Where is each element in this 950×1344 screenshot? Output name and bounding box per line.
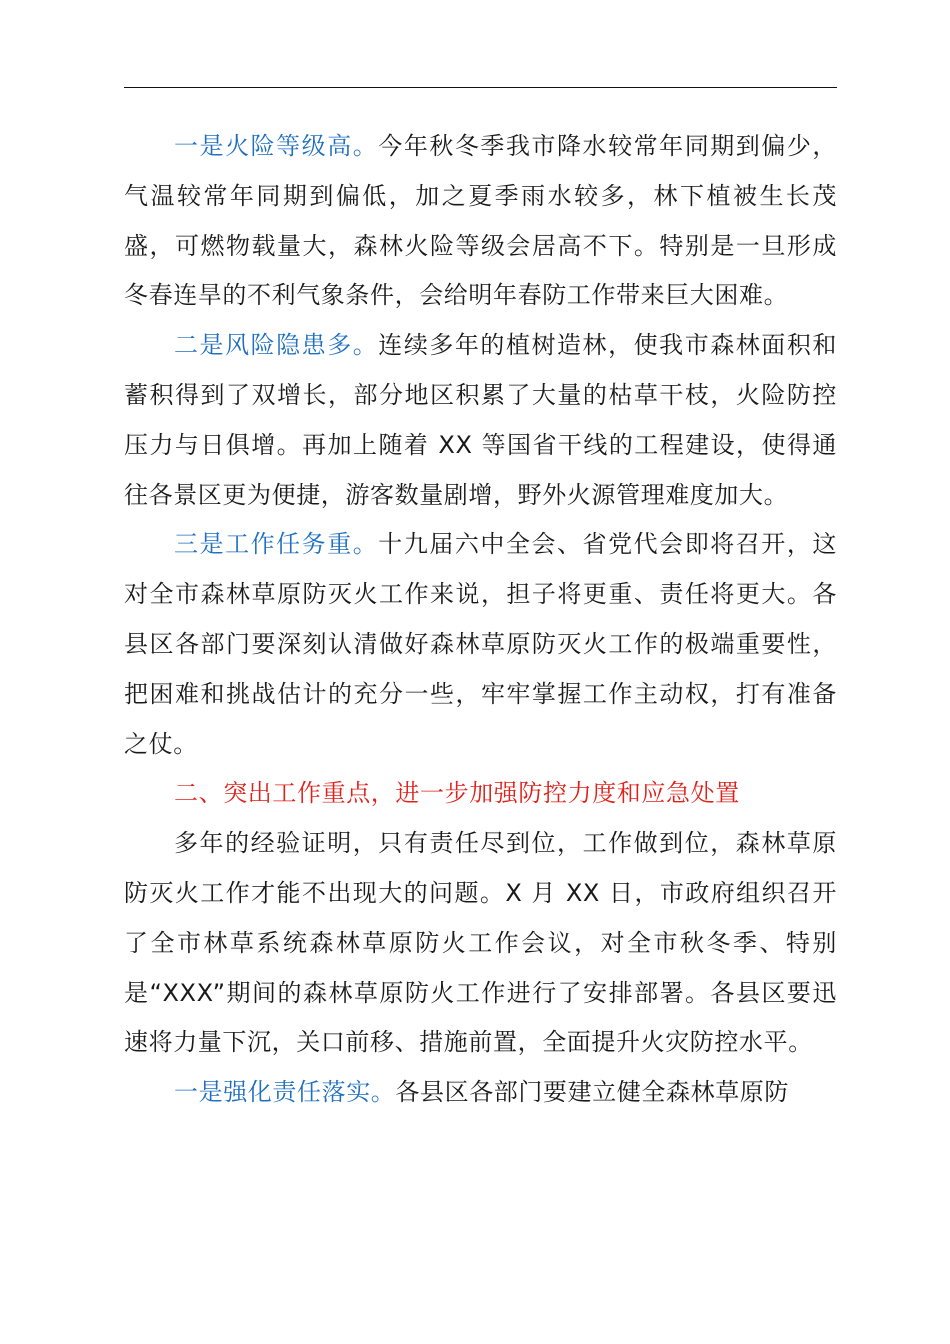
paragraph-text: 今年秋冬季我市降水较常年同期到偏少，气温较常年同期到偏低，加之夏季雨水较多，林下植被生长茂盛，可燃物载量大，森林火险等级会居高不下。特别是一旦形成冬春连旱的不利气象条件，会给明年春防工作带来巨大困难。 (124, 132, 837, 310)
paragraph-tasks (124, 520, 837, 769)
header-rule (124, 87, 837, 88)
paragraph-text: 十九届六中全会、省党代会即将召开，这对全市森林草原防灭火工作来说，担子将更重、责任将更大。各县区各部门要深刻认清做好森林草原防灭火工作的极端重要性，把困难和挑战估计的充分一些，牢牢掌握工作主动权，打有准备之仗。 (124, 530, 837, 758)
paragraph-lead: 一是火险等级高。 (174, 132, 379, 160)
section-body: 多年的经验证明，只有责任尽到位，工作做到位，森林草原防灭火工作才能不出现大的问题。X 月 XX 日，市政府组织召开了全市林草系统森林草原防火工作会议，对全市秋冬季、特别是“XXX”期间的森林草原防火工作进行了安排部署。各县区要迅速将力量下沉，关口前移、措施前置，全面提升火灾防控水平。 (124, 829, 837, 1057)
paragraph-lead: 一是强化责任落实。 (174, 1078, 396, 1107)
section-heading: 二、突出工作重点，进一步加强防控力度和应急处置 (174, 779, 740, 808)
paragraph-text: 连续多年的植树造林，使我市森林面积和蓄积得到了双增长，部分地区积累了大量的枯草干枝，火险防控压力与日俱增。再加上随着 XX 等国省干线的工程建设，使得通往各景区更为便捷，游客数量剧增，野外火源管理难度加大。 (124, 331, 837, 509)
paragraph-fire-risk (124, 122, 837, 321)
document-body (124, 122, 837, 1118)
paragraph-hazards (124, 321, 837, 520)
paragraph-lead: 二是风险隐患多。 (174, 331, 379, 360)
paragraph-text: 各县区各部门要建立健全森林草原防 (395, 1078, 790, 1107)
paragraph-responsibility (124, 1068, 837, 1118)
paragraph-lead: 三是工作任务重。 (174, 530, 379, 559)
